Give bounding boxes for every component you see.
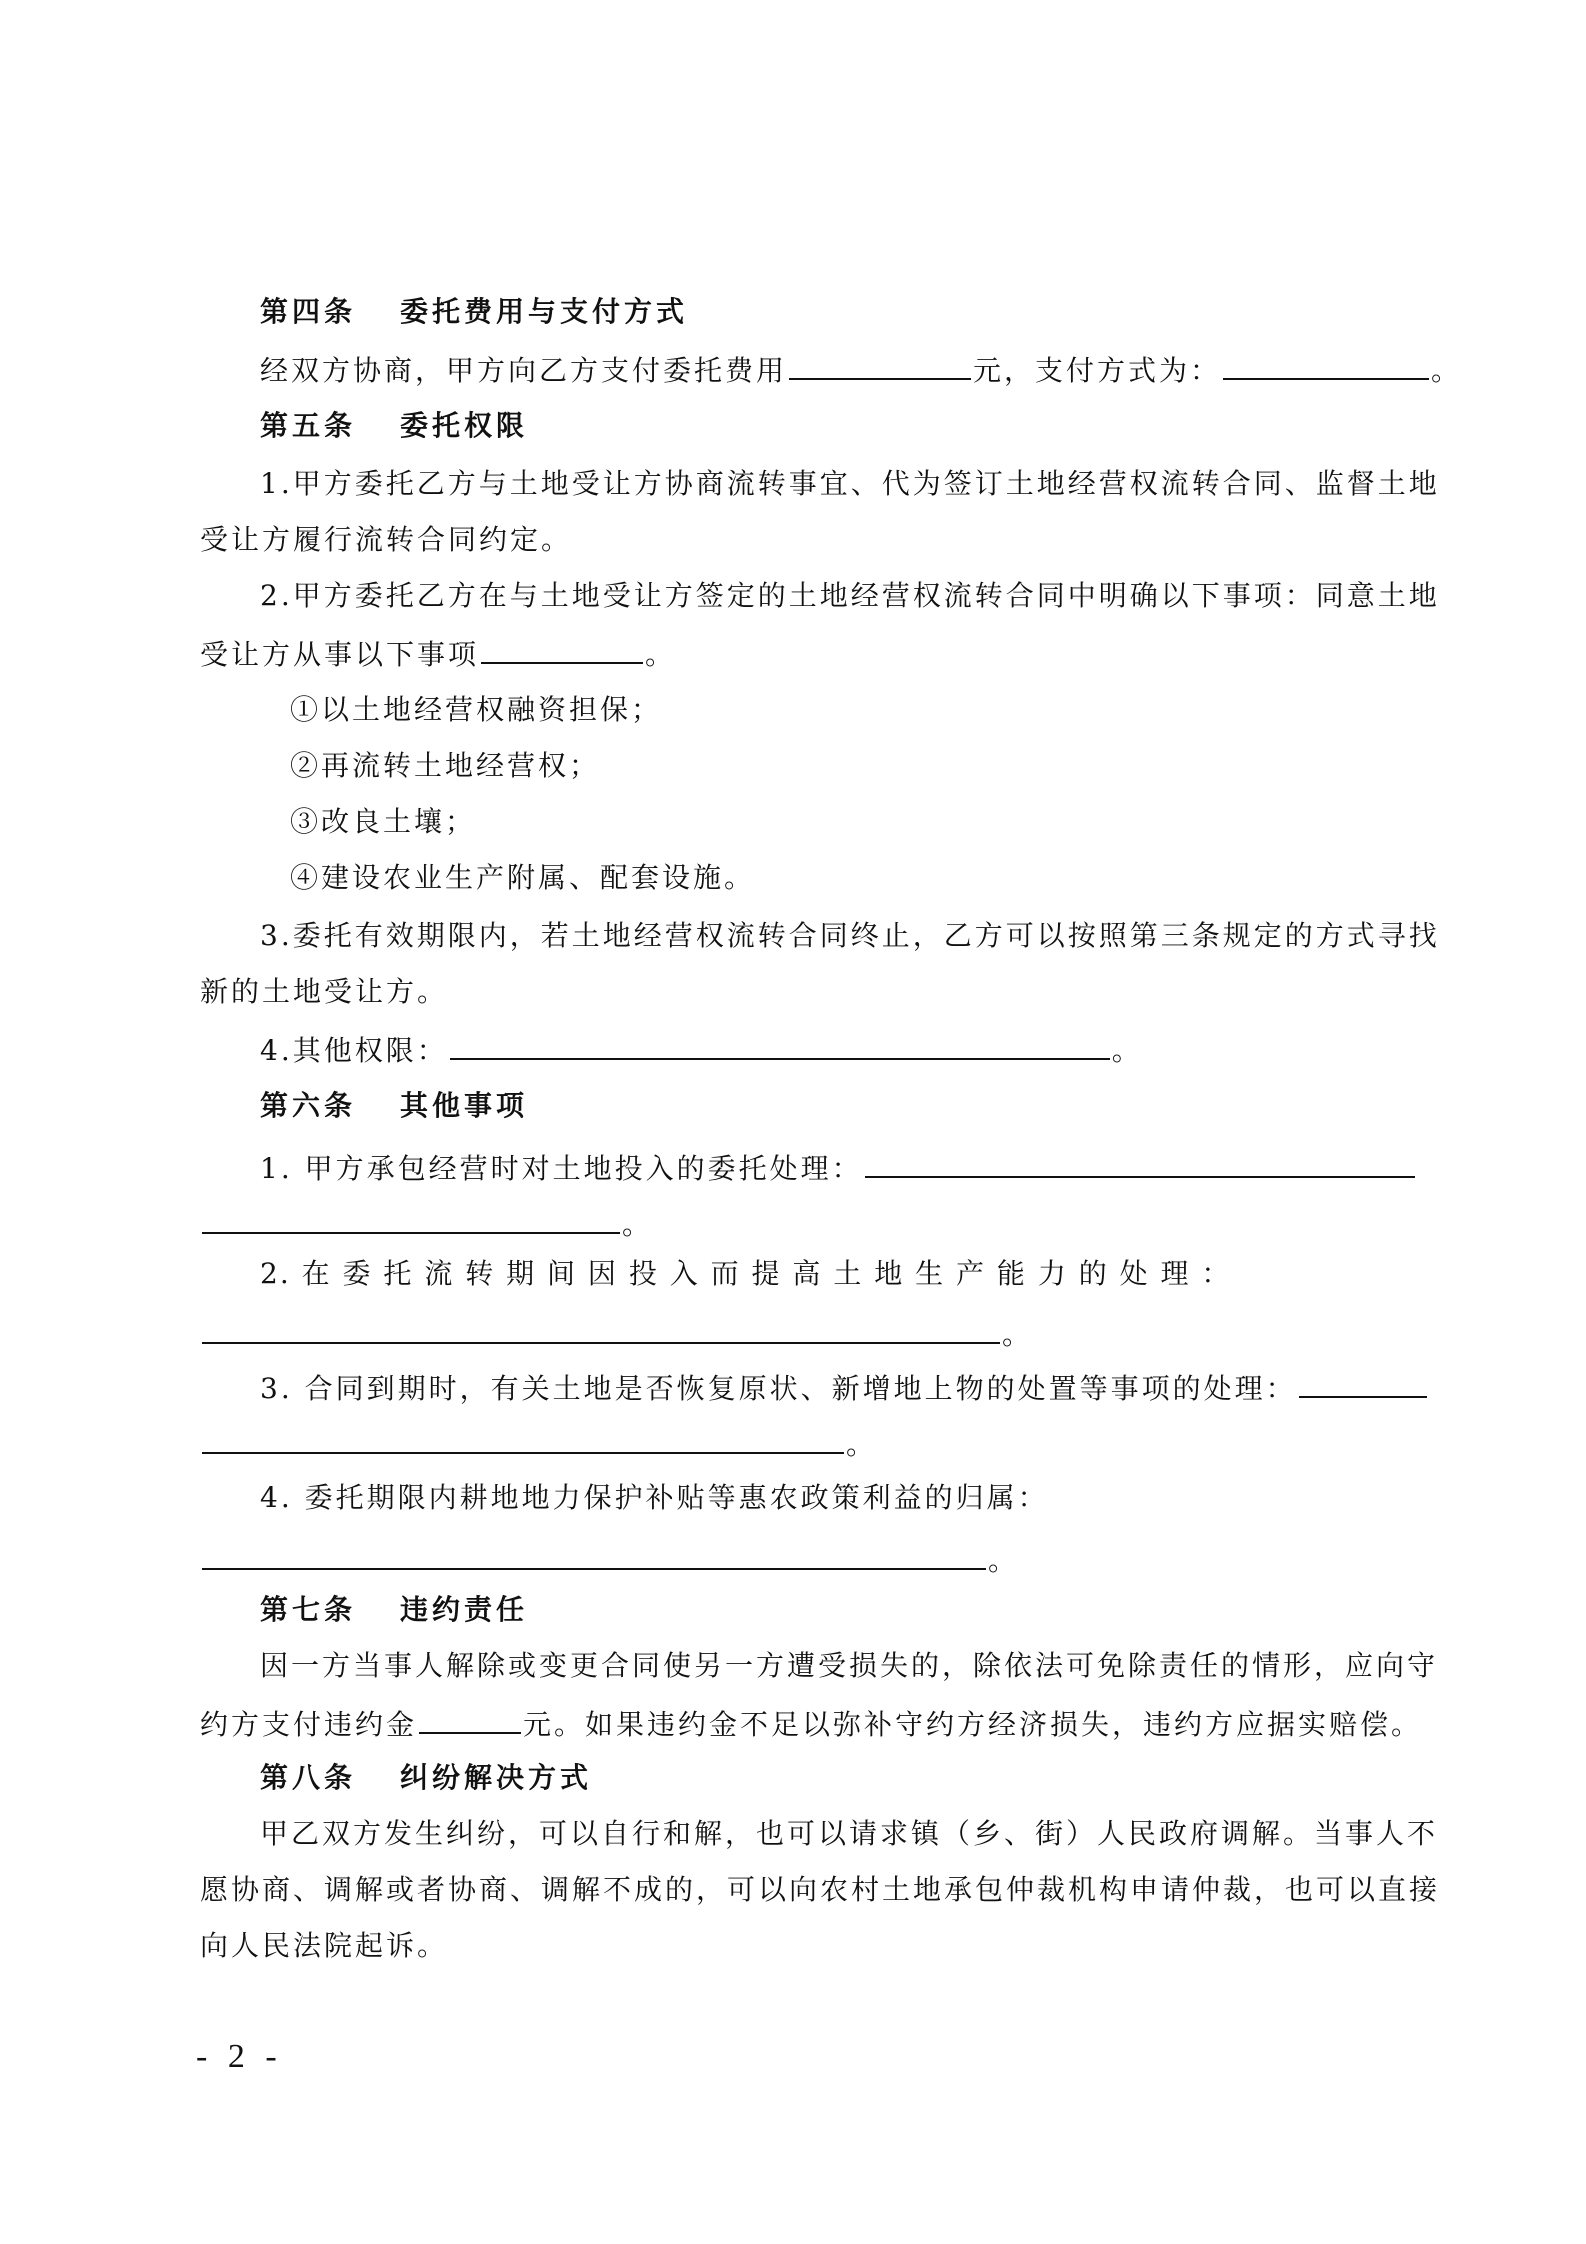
payment-method-blank[interactable] — [1223, 348, 1429, 380]
article-number: 第八条 — [260, 1761, 357, 1794]
clause-5-1-line-1: 1.甲方委托乙方与土地受让方协商流转事宜、代为签订土地经营权流转合同、监督土地 — [260, 467, 1440, 500]
body-text: 。 — [1431, 354, 1463, 387]
clause-5-3-line-1: 3.委托有效期限内，若土地经营权流转合同终止，乙方可以按照第三条规定的方式寻找 — [260, 919, 1440, 952]
list-item: ③改良土壤； — [290, 805, 477, 838]
article-number: 第四条 — [260, 295, 357, 328]
clause-6-1-cont — [200, 1202, 1400, 1245]
penalty-amount-blank[interactable] — [419, 1702, 521, 1734]
article-number: 第七条 — [260, 1593, 357, 1626]
article-title: 违约责任 — [400, 1593, 529, 1626]
other-authority-blank[interactable] — [450, 1028, 1110, 1060]
body-text: 经双方协商，甲方向乙方支付委托费用 — [260, 354, 788, 387]
body-text: 。 — [846, 1428, 878, 1461]
body-text: 1. 甲方承包经营时对土地投入的委托处理： — [260, 1152, 863, 1185]
clause-6-4: 4. 委托期限内耕地地力保护补贴等惠农政策利益的归属： — [260, 1481, 1049, 1514]
list-item: ②再流转土地经营权； — [290, 749, 601, 782]
article-8-heading — [260, 1758, 1400, 1798]
body-text: 受让方从事以下事项 — [200, 638, 480, 671]
article-7-line-2 — [200, 1702, 1423, 1745]
clause-5-1-line-2: 受让方履行流转合同约定。 — [200, 523, 573, 556]
body-text: 。 — [622, 1208, 654, 1241]
list-item: ④建设农业生产附属、配套设施。 — [290, 861, 756, 894]
clause-5-4 — [260, 1028, 1400, 1071]
clause-5-2-line-1: 2.甲方委托乙方在与土地受让方签定的土地经营权流转合同中明确以下事项：同意土地 — [260, 579, 1440, 612]
expiry-handling-blank[interactable] — [1299, 1366, 1427, 1398]
body-text: 元。如果违约金不足以弥补守约方经济损失，违约方应据实赔偿。 — [523, 1708, 1423, 1741]
investment-handling-blank[interactable] — [865, 1146, 1415, 1178]
article-8-line-3: 向人民法院起诉。 — [200, 1929, 449, 1962]
article-title: 纠纷解决方式 — [400, 1761, 593, 1794]
clause-6-1 — [260, 1146, 1400, 1189]
article-title: 委托权限 — [400, 409, 529, 442]
body-text: 。 — [988, 1544, 1020, 1577]
body-text: 元，支付方式为： — [973, 354, 1222, 387]
subsidy-ownership-blank[interactable] — [202, 1538, 986, 1570]
article-8-line-2: 愿协商、调解或者协商、调解不成的，可以向农村土地承包仲裁机构申请仲裁，也可以直接 — [200, 1873, 1441, 1906]
clause-5-3-line-2: 新的土地受让方。 — [200, 975, 449, 1008]
article-4-heading — [260, 292, 1400, 332]
article-number: 第六条 — [260, 1089, 357, 1122]
body-text: 。 — [1111, 1034, 1143, 1067]
clause-6-3 — [260, 1366, 1400, 1409]
body-text: 约方支付违约金 — [200, 1708, 418, 1741]
list-item: ①以土地经营权融资担保； — [290, 693, 663, 726]
clause-6-2: 2. 在 委 托 流 转 期 间 因 投 入 而 提 高 土 地 生 产 能 力 的 处 理 ： — [260, 1257, 1232, 1290]
clause-6-2-cont — [200, 1312, 1400, 1355]
clause-6-4-cont — [200, 1538, 1400, 1581]
body-text: 4.其他权限： — [260, 1034, 448, 1067]
page-number: - 2 - — [196, 2038, 283, 2075]
clause-6-3-cont — [200, 1422, 1400, 1465]
article-5-heading — [260, 406, 1400, 446]
article-7-heading — [260, 1590, 1400, 1630]
article-title: 其他事项 — [400, 1089, 529, 1122]
expiry-handling-blank-cont[interactable] — [202, 1422, 844, 1454]
article-number: 第五条 — [260, 409, 357, 442]
investment-handling-blank-cont[interactable] — [202, 1202, 620, 1234]
article-title: 委托费用与支付方式 — [400, 295, 689, 328]
fee-blank[interactable] — [789, 348, 971, 380]
clause-5-2-line-2 — [200, 632, 1400, 675]
matters-blank[interactable] — [481, 632, 643, 664]
article-4-body — [260, 348, 1463, 391]
capacity-handling-blank[interactable] — [202, 1312, 1000, 1344]
body-text: 。 — [1002, 1318, 1034, 1351]
article-7-line-1: 因一方当事人解除或变更合同使另一方遭受损失的，除依法可免除责任的情形，应向守 — [260, 1649, 1439, 1682]
body-text: 3. 合同到期时，有关土地是否恢复原状、新增地上物的处置等事项的处理： — [260, 1372, 1297, 1405]
article-6-heading — [260, 1086, 1400, 1126]
article-8-line-1: 甲乙双方发生纠纷，可以自行和解，也可以请求镇（乡、街）人民政府调解。当事人不 — [260, 1817, 1439, 1850]
body-text: 。 — [645, 638, 677, 671]
